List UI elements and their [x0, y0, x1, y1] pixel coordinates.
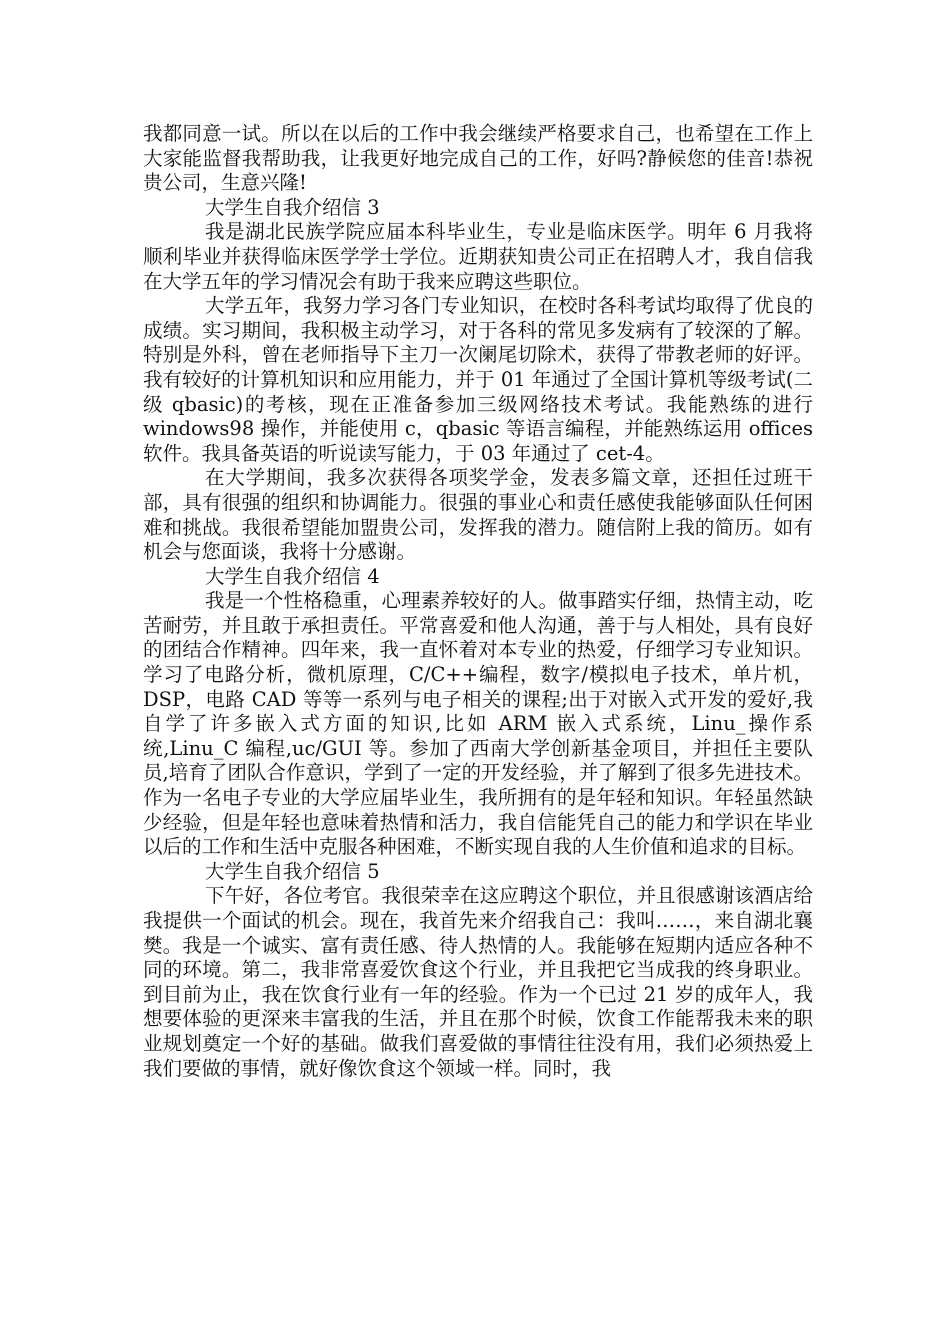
- document-body: [143, 122, 813, 1081]
- paragraph: 在大学期间，我多次获得各项奖学金，发表多篇文章，还担任过班干部，具有很强的组织和协调能力。很强的事业心和责任感使我能够面队任何困难和挑战。我很希望能加盟贵公司，发挥我的潜力。随信附上我的简历。如有机会与您面谈，我将十分感谢。: [143, 466, 813, 564]
- paragraph: 下午好，各位考官。我很荣幸在这应聘这个职位，并且很感谢该酒店给我提供一个面试的机会。现在，我首先来介绍我自己：我叫……，来自湖北襄樊。我是一个诚实、富有责任感、待人热情的人。我能够在短期内适应各种不同的环境。第二，我非常喜爱饮食这个行业，并且我把它当成我的终身职业。到目前为止，我在饮食行业有一年的经验。作为一个已过 21 岁的成年人，我想要体验的更深来丰富我的生活，并且在那个时候，饮食工作能帮我未来的职业规划奠定一个好的基础。做我们喜爱做的事情往往没有用，我们必须热爱上我们要做的事情，就好像饮食这个领域一样。同时，我: [143, 884, 813, 1080]
- paragraph-continuation: 我都同意一试。所以在以后的工作中我会继续严格要求自己，也希望在工作上大家能监督我帮助我，让我更好地完成自己的工作，好吗?静候您的佳音!恭祝贵公司，生意兴隆!: [143, 122, 813, 195]
- paragraph: 我是湖北民族学院应届本科毕业生，专业是临床医学。明年 6 月我将顺利毕业并获得临床医学学士学位。近期获知贵公司正在招聘人才，我自信我在大学五年的学习情况会有助于我来应聘这些职位。: [143, 220, 813, 293]
- paragraph: 大学五年，我努力学习各门专业知识，在校时各科考试均取得了优良的成绩。实习期间，我积极主动学习，对于各科的常见多发病有了较深的了解。特别是外科，曾在老师指导下主刀一次阑尾切除术，获得了带教老师的好评。我有较好的计算机知识和应用能力，并于 01 年通过了全国计算机等级考试(二级 qbasic)的考核，现在正准备参加三级网络技术考试。我能熟练的进行 windows98 操作，并能使用 c，qbasic 等语言编程，并能熟练运用 offices 软件。我具备英语的听说读写能力，于 03 年通过了 cet-4。: [143, 294, 813, 465]
- section-heading-letter-4: 大学生自我介绍信 4: [205, 564, 380, 588]
- paragraph: 我是一个性格稳重，心理素养较好的人。做事踏实仔细，热情主动，吃苦耐劳，并且敢于承担责任。平常喜爱和他人沟通，善于与人相处，具有良好的团结合作精神。四年来，我一直怀着对本专业的热爱，仔细学习专业知识。学习了电路分析，微机原理，C/C++编程，数字/模拟电子技术，单片机，DSP，电路 CAD 等等一系列与电子相关的课程;出于对嵌入式开发的爱好,我自学了许多嵌入式方面的知识,比如 ARM 嵌入式系统，Linu_操作系统,Linu_C 编程,uc/GUI 等。参加了西南大学创新基金项目，并担任主要队员,培育了团队合作意识，学到了一定的开发经验，并了解到了很多先进技术。作为一名电子专业的大学应届毕业生，我所拥有的是年轻和知识。年轻虽然缺少经验，但是年轻也意味着热情和活力，我自信能凭自己的能力和学识在毕业以后的工作和生活中克服各种困难，不断实现自我的人生价值和追求的目标。: [143, 589, 813, 859]
- section-heading-letter-5: 大学生自我介绍信 5: [205, 859, 380, 883]
- section-heading-letter-3: 大学生自我介绍信 3: [205, 195, 380, 219]
